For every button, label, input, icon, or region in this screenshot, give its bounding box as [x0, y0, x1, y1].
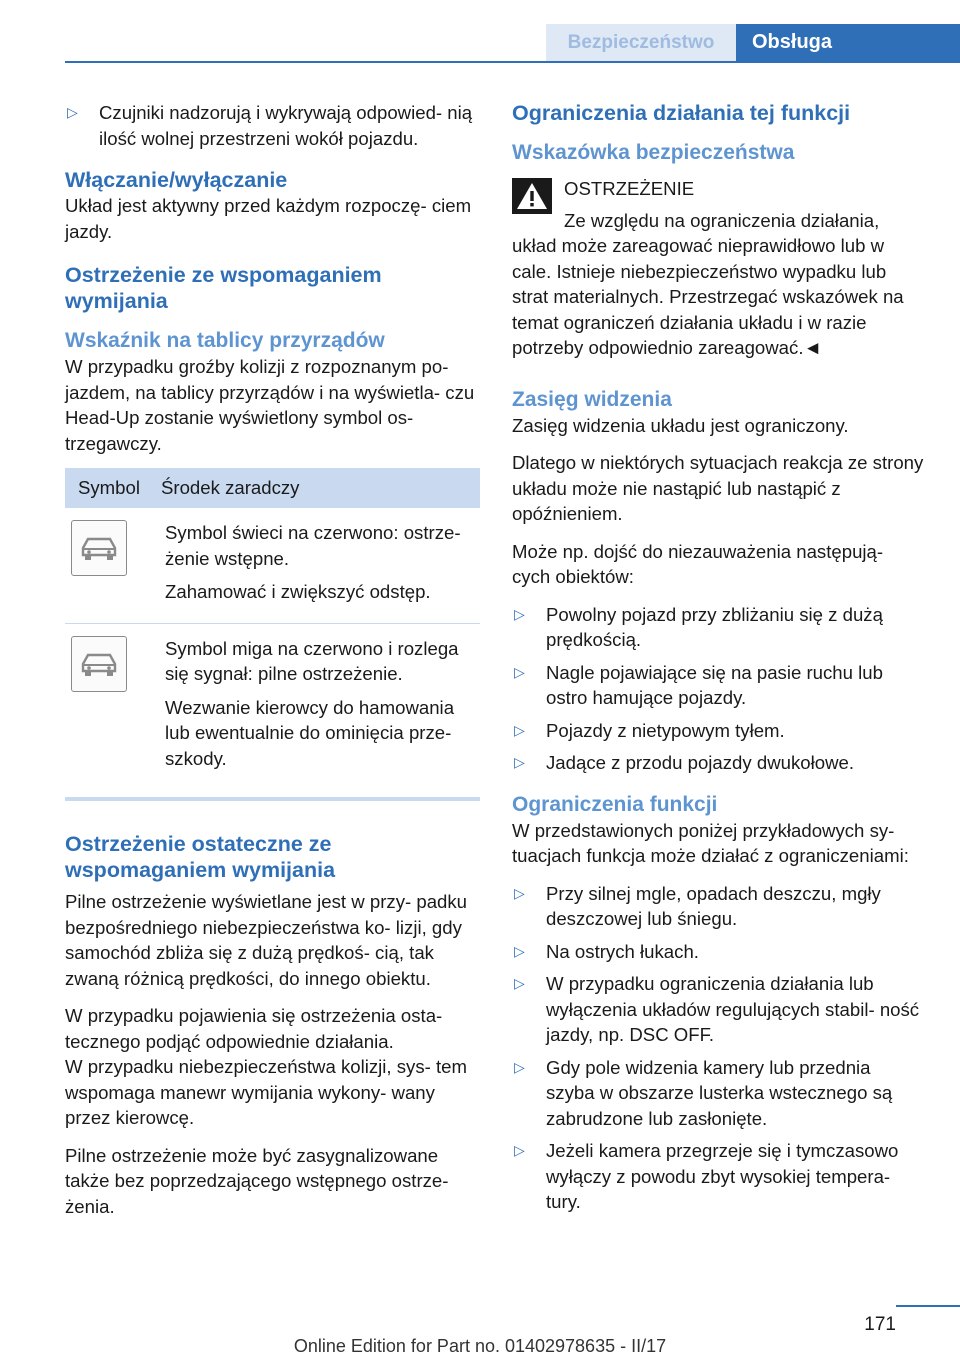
triangle-bullet-icon: ▷	[514, 1058, 525, 1075]
header-active-tab: Obsługa	[736, 24, 960, 61]
table-header-measure: Środek zaradczy	[153, 468, 480, 508]
list-item: ▷ Jeżeli kamera przegrzeje się i tymczasowo wyłączy z powodu zbyt wysokiej tempera- tury.	[514, 1140, 899, 1212]
warning-triangle-icon	[512, 178, 552, 214]
list-item: ▷ Na ostrych łukach.	[512, 939, 924, 965]
footer-rule	[896, 1305, 960, 1307]
paragraph: W przypadku groźby kolizji z rozpoznanym po- jazdem, na tablicy przyrządów i na wyświetla- czu Head-Up zostanie wyświetlony symbol os- trzegawczy.	[65, 356, 475, 454]
car-warning-icon	[71, 636, 127, 692]
range-list	[512, 602, 924, 776]
triangle-bullet-icon: ▷	[514, 942, 525, 959]
paragraph: Może np. dojść do niezauważenia następują- cych obiektów:	[512, 540, 884, 587]
page-number: 171	[864, 1314, 896, 1335]
header-section-tab: Bezpieczeństwo	[546, 24, 736, 61]
triangle-bullet-icon: ▷	[514, 1142, 525, 1158]
triangle-bullet-icon: ▷	[514, 721, 525, 738]
heading-warning: Ostrzeżenie ze wspomaganiem wymijania	[65, 263, 382, 313]
paragraph: Pilne ostrzeżenie wyświetlane jest w przy- padku bezpośredniego niebezpieczeństwa ko- lizji, gdy samochód zbliża się z dużą prędkoś- cią, tak zwaną różnicą prędkości, do innego obiektu.	[65, 891, 468, 989]
paragraph: Układ jest aktywny przed każdym rozpoczę- ciem jazdy.	[65, 195, 472, 242]
paragraph: Pilne ostrzeżenie może być zasygnalizowane także bez poprzedzającego wstępnego ostrze- żenia.	[65, 1144, 449, 1217]
function-list	[512, 881, 924, 1215]
triangle-bullet-icon: ▷	[514, 975, 525, 991]
list-item: ▷ Pojazdy z nietypowym tyłem.	[512, 718, 924, 744]
edition-footer: Online Edition for Part no. 01402978635 - II/17	[293, 1336, 667, 1356]
table-cell-text: Zahamować i zwiększyć odstęp.	[165, 581, 431, 602]
heading-safety: Wskazówka bezpieczeństwa	[512, 141, 795, 164]
heading-range: Zasięg widzenia	[512, 387, 672, 411]
triangle-bullet-icon: ▷	[514, 754, 525, 770]
triangle-bullet-icon: ▷	[514, 605, 525, 622]
list-item: ▷ Czujniki nadzorują i wykrywają odpowied- nią ilość wolnej przestrzeni wokół pojazdu.	[67, 102, 473, 149]
heading-limits: Ograniczenia działania tej funkcji	[512, 101, 851, 125]
paragraph: W przypadku pojawienia się ostrzeżenia osta- tecznego podjąć odpowiednie działania.	[65, 1005, 443, 1052]
heading-on-off: Włączanie/wyłączanie	[65, 168, 288, 192]
heading-final-warning: Ostrzeżenie ostateczne ze wspomaganiem wymijania	[65, 832, 336, 882]
triangle-bullet-icon: ▷	[67, 104, 78, 120]
list-item: ▷ Nagle pojawiające się na pasie ruchu lub ostro hamujące pojazdy.	[514, 661, 883, 708]
paragraph: Dlatego w niektórych sytuacjach reakcja ze strony układu może nie nastąpić lub nastąpić z opóźnieniem.	[512, 452, 924, 524]
list-item: ▷ Gdy pole widzenia kamery lub przednia szyba w obszarze lusterka wstecznego są zabrudzone lub zasłonięte.	[514, 1056, 893, 1129]
car-warning-icon	[71, 520, 127, 576]
list-item: ▷ Powolny pojazd przy zbliżaniu się z dużą prędkością.	[514, 603, 883, 650]
list-item: ▷ Jadące z przodu pojazdy dwukołowe.	[512, 750, 924, 776]
triangle-bullet-icon: ▷	[514, 663, 525, 680]
paragraph: W przedstawionych poniżej przykładowych sy- tuacjach funkcja może działać z ograniczeniami:	[512, 819, 909, 866]
warning-title: OSTRZEŻENIE	[564, 178, 695, 199]
heading-function-limits: Ograniczenia funkcji	[512, 792, 718, 816]
table-row	[65, 623, 480, 799]
paragraph: Zasięg widzenia układu jest ograniczony.	[512, 414, 849, 436]
heading-indicator: Wskaźnik na tablicy przyrządów	[65, 329, 385, 352]
list-item: ▷ W przypadku ograniczenia działania lub wyłączenia układów regulujących stabil- ność jazdy, np. DSC OFF.	[514, 973, 920, 1045]
table-cell-text: Symbol miga na czerwono i rozlega się sygnał: pilne ostrzeżenie.	[165, 637, 459, 684]
warning-text: Ze względu na ograniczenia działania, układ może zareagować nieprawidłowo lub w cale. Istnieje niebezpieczeństwo wypadku lub strat materialnych. Przestrzegać wskazówek na temat ograniczeń działania układu i w razie potrzeby odpowiednio zareagować.◄	[512, 209, 904, 358]
list-item: ▷ Przy silnej mgle, opadach deszczu, mgły deszczowej lub śniegu.	[514, 882, 881, 929]
left-column	[65, 100, 480, 1231]
paragraph: W przypadku niebezpieczeństwa kolizji, sys- tem wspomaga manewr wymijania wykony- wany przez kierowcę.	[65, 1056, 467, 1128]
table-cell-text: Symbol świeci na czerwono: ostrze- żenie wstępne.	[165, 522, 461, 569]
triangle-bullet-icon: ▷	[514, 884, 525, 901]
table-cell-text: Wezwanie kierowcy do hamowania lub ewentualnie do ominięcia prze- szkody.	[165, 696, 455, 769]
table-row	[65, 508, 480, 623]
bullet-list-top	[65, 100, 480, 151]
header-rule	[65, 61, 960, 63]
warning-block	[512, 176, 924, 208]
symbol-table	[65, 468, 480, 801]
right-column	[512, 100, 924, 1225]
table-header-symbol: Symbol	[65, 468, 153, 508]
